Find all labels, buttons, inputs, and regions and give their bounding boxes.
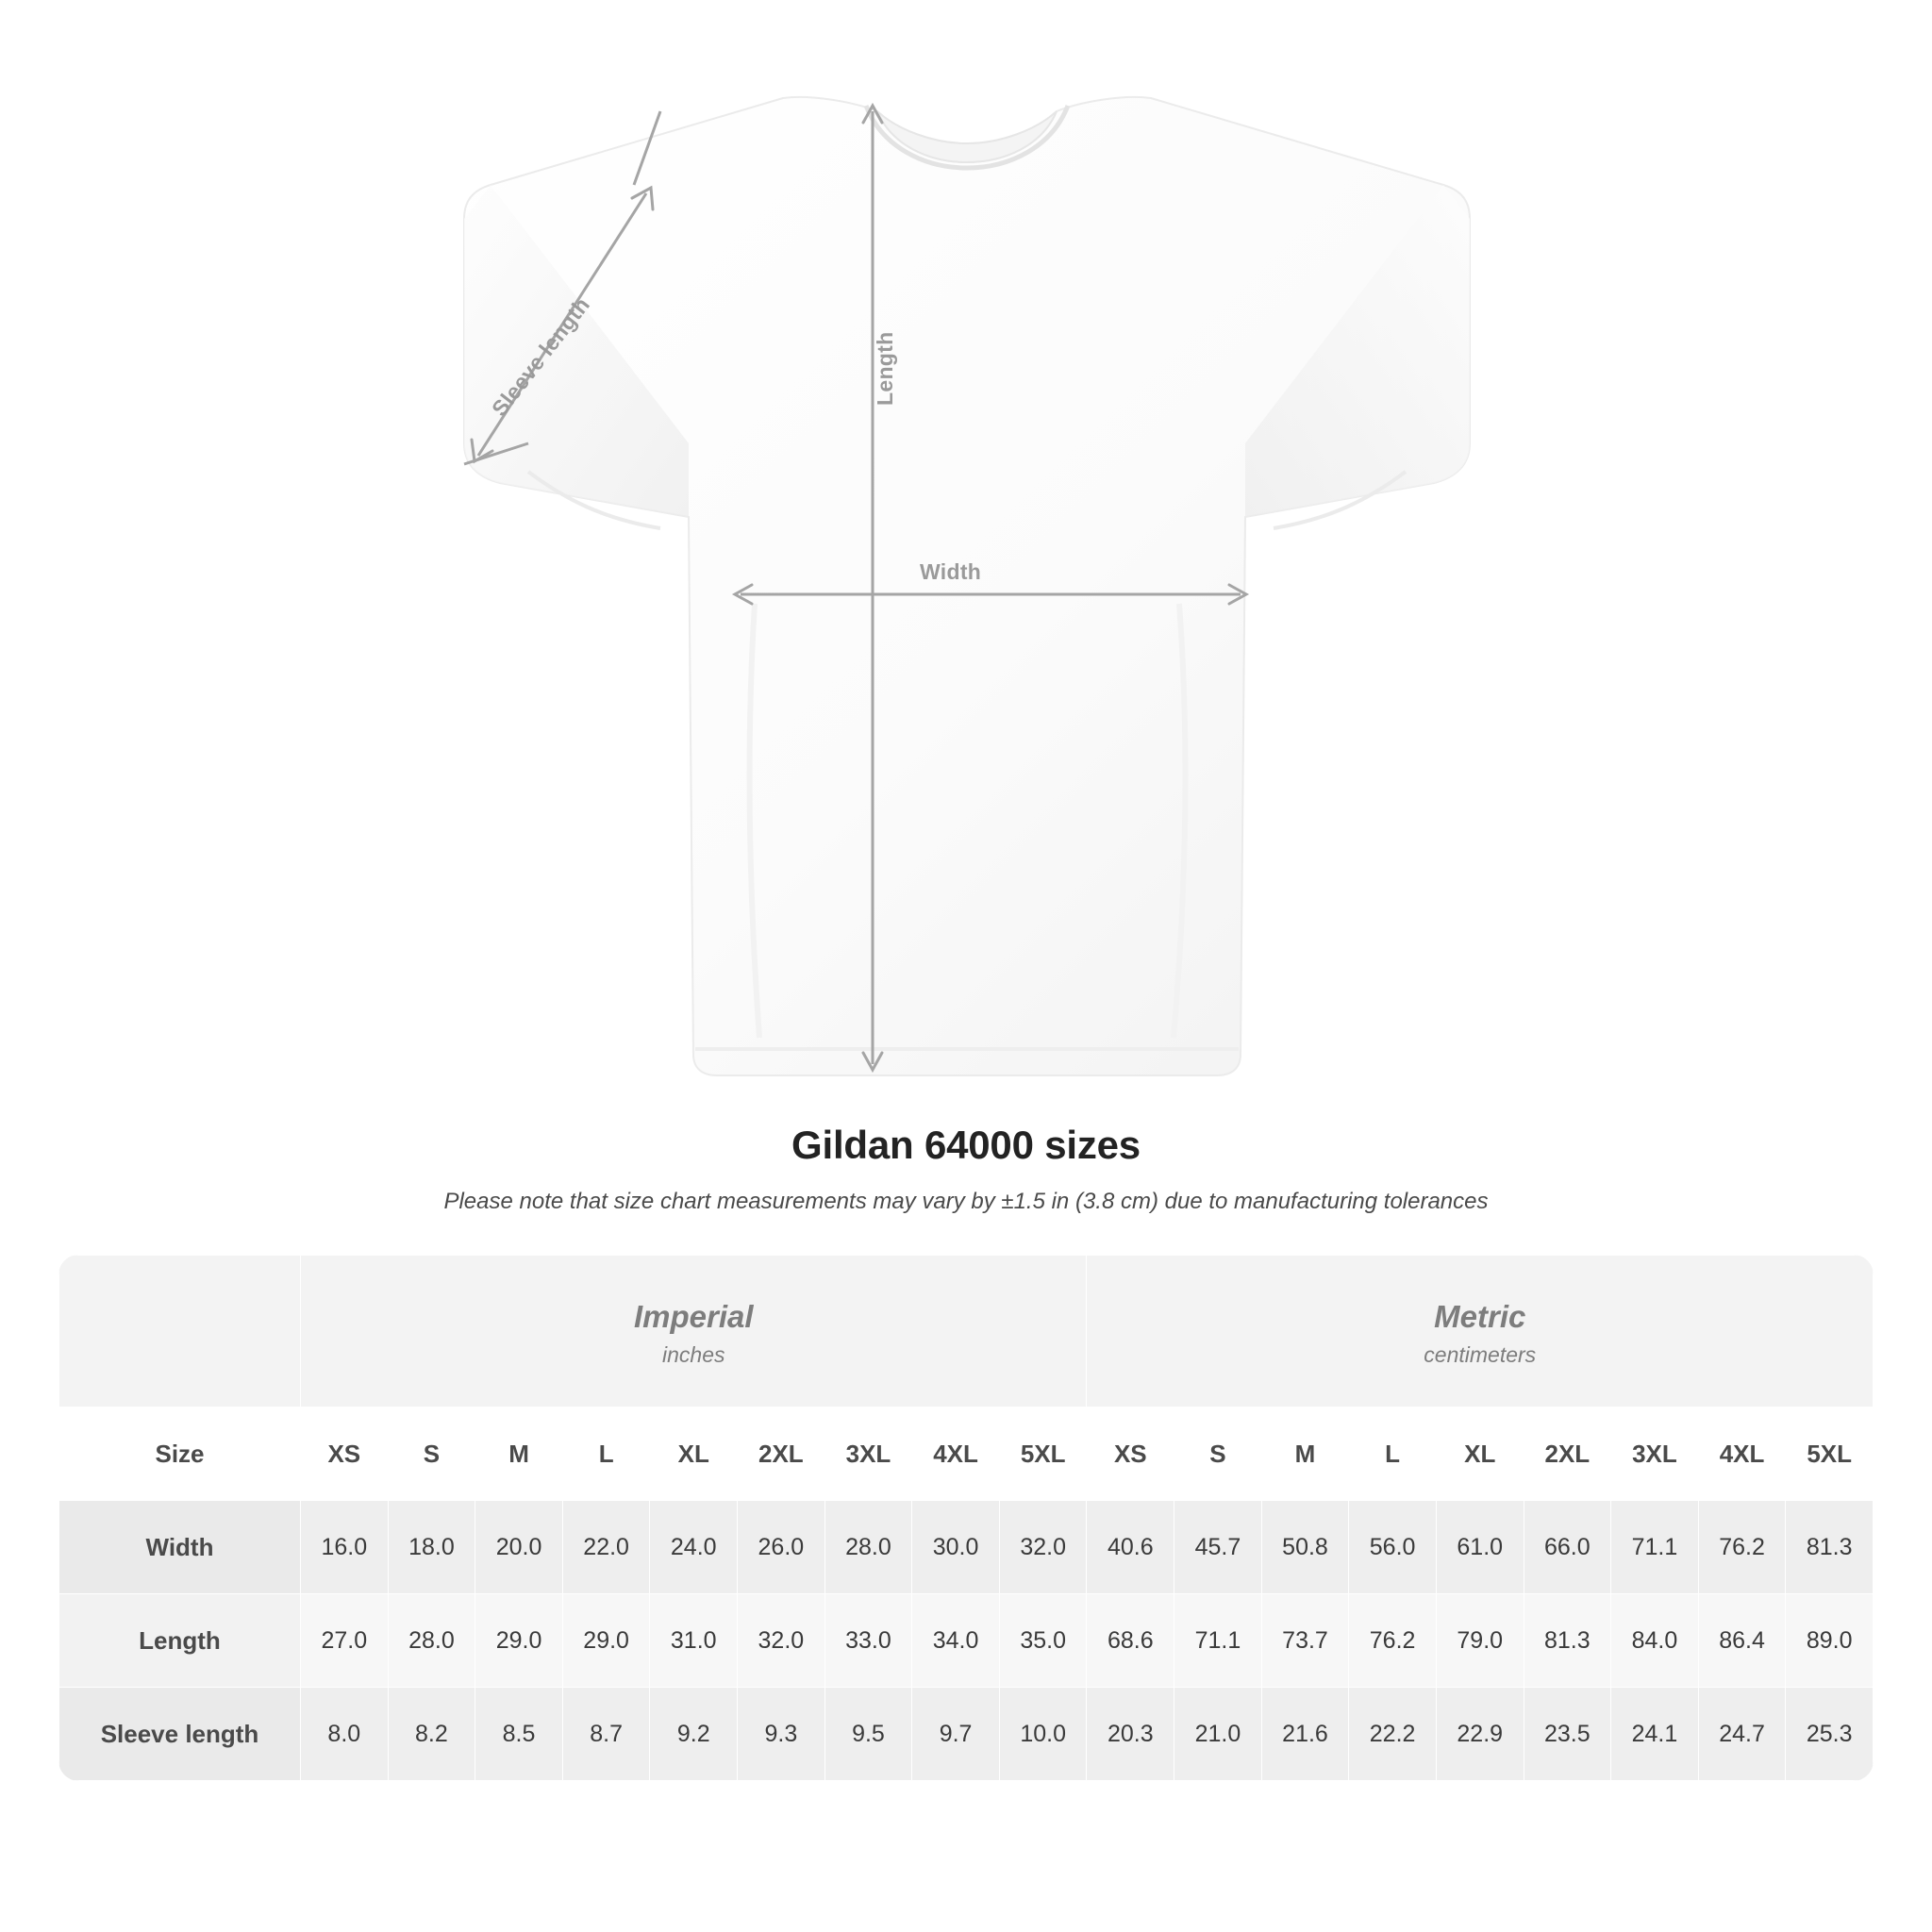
table-row — [59, 1594, 1874, 1688]
cell-value: 27.0 — [301, 1594, 389, 1688]
cell-value: 71.1 — [1611, 1501, 1699, 1594]
size-header-cell: L — [1349, 1407, 1437, 1501]
cell-value: 81.3 — [1524, 1594, 1611, 1688]
unit-header-row — [59, 1256, 1874, 1407]
cell-value: 9.2 — [650, 1688, 738, 1781]
cell-value: 9.3 — [738, 1688, 825, 1781]
cell-value: 23.5 — [1524, 1688, 1611, 1781]
table-row — [59, 1688, 1874, 1781]
cell-value: 34.0 — [912, 1594, 1000, 1688]
cell-value: 24.0 — [650, 1501, 738, 1594]
size-header-cell: 3XL — [824, 1407, 912, 1501]
unit-sub-metric: centimeters — [1424, 1341, 1537, 1367]
cell-value: 40.6 — [1087, 1501, 1174, 1594]
cell-value: 45.7 — [1174, 1501, 1262, 1594]
label-sleeve-length: Sleeve length — [487, 292, 595, 422]
size-header-cell: 2XL — [1524, 1407, 1611, 1501]
cell-value: 81.3 — [1786, 1501, 1874, 1594]
unit-sub-imperial: inches — [662, 1341, 725, 1367]
size-table — [58, 1255, 1874, 1781]
size-header-cell: S — [1174, 1407, 1262, 1501]
row-label-width: Width — [59, 1501, 301, 1594]
cell-value: 20.0 — [475, 1501, 563, 1594]
cell-value: 84.0 — [1611, 1594, 1699, 1688]
cell-value: 33.0 — [824, 1594, 912, 1688]
size-header-cell: 3XL — [1611, 1407, 1699, 1501]
cell-value: 31.0 — [650, 1594, 738, 1688]
unit-header-metric — [1087, 1256, 1874, 1407]
size-header-cell: M — [475, 1407, 563, 1501]
cell-value: 50.8 — [1261, 1501, 1349, 1594]
cell-value: 61.0 — [1436, 1501, 1524, 1594]
cell-value: 21.6 — [1261, 1688, 1349, 1781]
cell-value: 32.0 — [999, 1501, 1087, 1594]
size-header-cell: 4XL — [1698, 1407, 1786, 1501]
size-header-cell: M — [1261, 1407, 1349, 1501]
size-header-label: Size — [59, 1407, 301, 1501]
cell-value: 22.2 — [1349, 1688, 1437, 1781]
size-header-cell: XS — [301, 1407, 389, 1501]
cell-value: 16.0 — [301, 1501, 389, 1594]
size-header-cell: XS — [1087, 1407, 1174, 1501]
cell-value: 86.4 — [1698, 1594, 1786, 1688]
size-header-cell: XL — [650, 1407, 738, 1501]
cell-value: 35.0 — [999, 1594, 1087, 1688]
cell-value: 76.2 — [1349, 1594, 1437, 1688]
chart-heading — [0, 1123, 1932, 1215]
cell-value: 89.0 — [1786, 1594, 1874, 1688]
cell-value: 8.7 — [562, 1688, 650, 1781]
cell-value: 56.0 — [1349, 1501, 1437, 1594]
cell-value: 24.7 — [1698, 1688, 1786, 1781]
unit-name-metric: Metric — [1434, 1298, 1526, 1334]
size-header-row — [59, 1407, 1874, 1501]
label-length: Length — [873, 331, 897, 406]
cell-value: 29.0 — [475, 1594, 563, 1688]
cell-value: 9.7 — [912, 1688, 1000, 1781]
cell-value: 68.6 — [1087, 1594, 1174, 1688]
cell-value: 8.2 — [388, 1688, 475, 1781]
cell-value: 24.1 — [1611, 1688, 1699, 1781]
size-table-wrapper — [58, 1255, 1874, 1781]
cell-value: 79.0 — [1436, 1594, 1524, 1688]
size-header-cell: 5XL — [1786, 1407, 1874, 1501]
cell-value: 66.0 — [1524, 1501, 1611, 1594]
size-header-cell: 5XL — [999, 1407, 1087, 1501]
cell-value: 32.0 — [738, 1594, 825, 1688]
cell-value: 28.0 — [824, 1501, 912, 1594]
page-title: Gildan 64000 sizes — [791, 1123, 1141, 1167]
cell-value: 29.0 — [562, 1594, 650, 1688]
size-header-cell: XL — [1436, 1407, 1524, 1501]
size-header-cell: 2XL — [738, 1407, 825, 1501]
cell-value: 73.7 — [1261, 1594, 1349, 1688]
cell-value: 21.0 — [1174, 1688, 1262, 1781]
size-header-cell: L — [562, 1407, 650, 1501]
cell-value: 10.0 — [999, 1688, 1087, 1781]
cell-value: 22.0 — [562, 1501, 650, 1594]
cell-value: 26.0 — [738, 1501, 825, 1594]
unit-header-imperial — [301, 1256, 1087, 1407]
cell-value: 76.2 — [1698, 1501, 1786, 1594]
cell-value: 8.0 — [301, 1688, 389, 1781]
cell-value: 28.0 — [388, 1594, 475, 1688]
cell-value: 71.1 — [1174, 1594, 1262, 1688]
cell-value: 8.5 — [475, 1688, 563, 1781]
cell-value: 9.5 — [824, 1688, 912, 1781]
size-header-cell: S — [388, 1407, 475, 1501]
tolerance-note: Please note that size chart measurements may vary by ±1.5 in (3.8 cm) due to manufacturing tolerances — [443, 1189, 1489, 1214]
size-header-cell: 4XL — [912, 1407, 1000, 1501]
label-width: Width — [920, 559, 982, 584]
cell-value: 25.3 — [1786, 1688, 1874, 1781]
row-label-length: Length — [59, 1594, 301, 1688]
cell-value: 22.9 — [1436, 1688, 1524, 1781]
cell-value: 20.3 — [1087, 1688, 1174, 1781]
unit-header-spacer — [59, 1256, 301, 1407]
table-row — [59, 1501, 1874, 1594]
cell-value: 18.0 — [388, 1501, 475, 1594]
row-label-sleeve-length: Sleeve length — [59, 1688, 301, 1781]
cell-value: 30.0 — [912, 1501, 1000, 1594]
unit-name-imperial: Imperial — [633, 1298, 754, 1334]
